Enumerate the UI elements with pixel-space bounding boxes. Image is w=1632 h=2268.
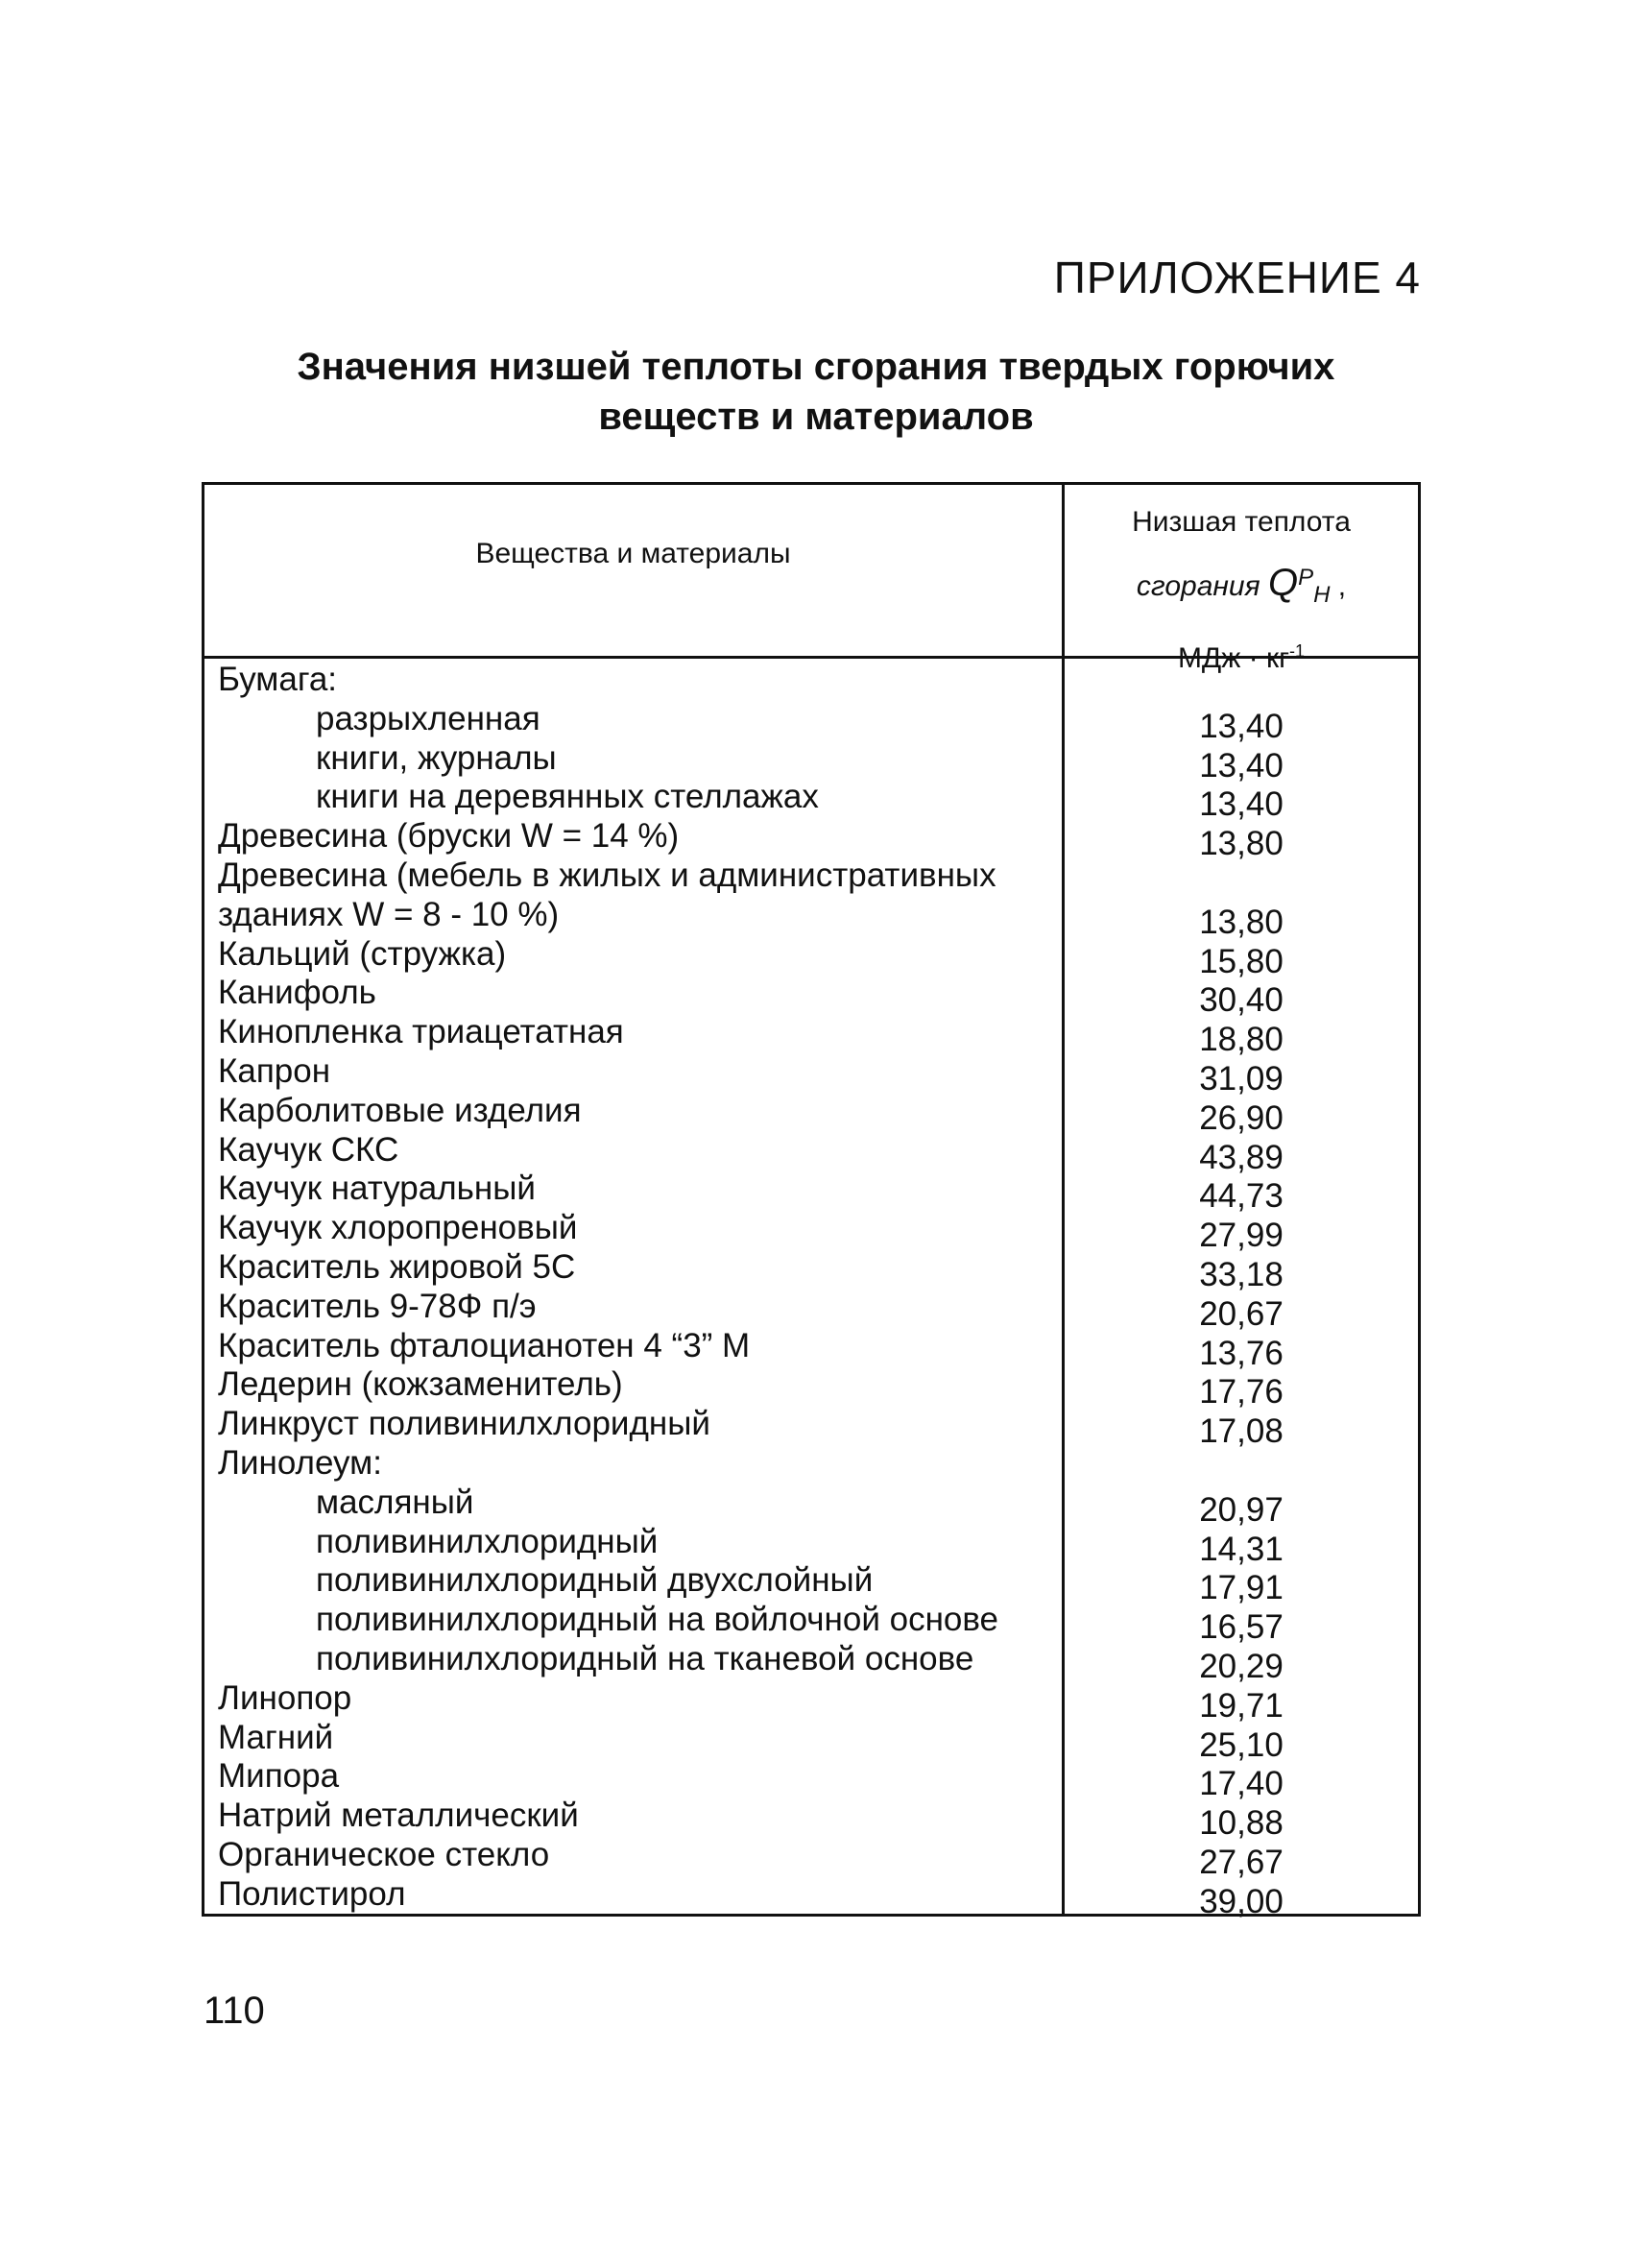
- material-name-line: Кинопленка триацетатная: [218, 1013, 624, 1051]
- heat-value: 17,91: [1199, 1569, 1284, 1607]
- material-name: [218, 857, 1053, 935]
- material-name-line: Древесина (бруски W = 14 %): [218, 817, 680, 856]
- material-name-line: Линолеум:: [218, 1443, 382, 1482]
- table-row: [204, 1678, 1418, 1725]
- table-row: [204, 1561, 1418, 1607]
- material-name-line: Линкруст поливинилхлоридный: [218, 1405, 710, 1443]
- table-row: [204, 1051, 1418, 1098]
- unit-exponent: -1: [1289, 641, 1306, 661]
- material-name: [218, 1405, 1053, 1444]
- material-name-line: книги, журналы: [316, 738, 557, 777]
- heat-value: 13,40: [1199, 707, 1284, 745]
- table-row: [204, 974, 1418, 1020]
- material-name: [218, 935, 1053, 975]
- material-name: [218, 1248, 1053, 1288]
- table-row: [204, 856, 1418, 941]
- table-row: [204, 738, 1418, 784]
- table-row: [204, 1444, 1418, 1484]
- heat-value: 30,40: [1199, 981, 1284, 1020]
- table-row: [204, 1170, 1418, 1216]
- material-name: [218, 1131, 1053, 1170]
- material-name: [316, 1561, 1151, 1601]
- material-name-line: Канифоль: [218, 974, 376, 1012]
- material-name-line: Органическое стекло: [218, 1835, 550, 1873]
- heat-value: 13,80: [1199, 903, 1284, 941]
- heat-value: 43,89: [1199, 1138, 1284, 1176]
- unit-text: МДж · кг: [1177, 642, 1290, 674]
- heat-value: 20,67: [1199, 1294, 1284, 1333]
- table-row: [204, 1797, 1418, 1843]
- material-name-line: поливинилхлоридный: [316, 1522, 659, 1560]
- material-name: [316, 700, 1151, 739]
- material-name-line: Линопор: [218, 1678, 352, 1717]
- heat-value: 15,80: [1199, 942, 1284, 980]
- material-name-line: Ледерин (кожзаменитель): [218, 1365, 623, 1404]
- material-name-line: Полистирол: [218, 1874, 406, 1913]
- heat-value: 17,76: [1199, 1373, 1284, 1411]
- heat-value: 27,99: [1199, 1217, 1284, 1255]
- heat-value: 25,10: [1199, 1725, 1284, 1764]
- heat-value: 17,08: [1199, 1412, 1284, 1451]
- heat-value: 33,18: [1199, 1255, 1284, 1293]
- header-comma: ,: [1337, 570, 1347, 602]
- material-name: [316, 778, 1151, 817]
- material-name: [218, 1797, 1053, 1836]
- table-row: [204, 778, 1418, 824]
- material-name: [218, 661, 1053, 700]
- material-name: [218, 1209, 1053, 1248]
- table-row: [204, 934, 1418, 980]
- table-row: [204, 1874, 1418, 1920]
- material-name: [218, 1836, 1053, 1875]
- material-name-line: Каучук СКС: [218, 1130, 399, 1169]
- table-row: [204, 661, 1418, 700]
- table-row: [204, 1483, 1418, 1529]
- q-sup: P: [1298, 565, 1314, 591]
- material-name-line-2: зданиях W = 8 - 10 %): [218, 895, 560, 933]
- material-name-line: поливинилхлоридный двухслойный: [316, 1561, 874, 1600]
- header-value: [1065, 495, 1418, 687]
- material-name: [316, 1601, 1151, 1640]
- heat-value: 20,97: [1199, 1490, 1284, 1529]
- material-name-line: Каучук натуральный: [218, 1170, 536, 1208]
- table-row: [204, 1247, 1418, 1293]
- material-name: [218, 1719, 1053, 1758]
- title-line-2: веществ и материалов: [598, 396, 1034, 438]
- table-body: [204, 661, 1418, 1920]
- material-name-line: Мипора: [218, 1757, 340, 1796]
- material-name-line: книги на деревянных стеллажах: [316, 778, 819, 816]
- material-name: [218, 1288, 1053, 1327]
- page-title: [192, 342, 1440, 442]
- heat-value: 17,40: [1199, 1765, 1284, 1803]
- material-name: [218, 1365, 1053, 1405]
- table-row: [204, 1639, 1418, 1685]
- header-value-line-1: Низшая теплота: [1132, 506, 1351, 538]
- material-name: [218, 1444, 1053, 1484]
- heat-value: 31,09: [1199, 1059, 1284, 1098]
- title-line-1: Значения низшей теплоты сгорания твердых горючих: [297, 346, 1335, 388]
- material-name: [316, 739, 1151, 779]
- table-row: [204, 1835, 1418, 1881]
- heat-value: 27,67: [1199, 1843, 1284, 1881]
- heat-value: 26,90: [1199, 1098, 1284, 1137]
- heat-value: 14,31: [1199, 1530, 1284, 1568]
- heat-of-combustion-table: [202, 482, 1421, 1920]
- heat-value: 18,80: [1199, 1021, 1284, 1059]
- material-name: [316, 1640, 1151, 1679]
- table-row: [204, 1757, 1418, 1803]
- material-name-line: Натрий металлический: [218, 1797, 579, 1835]
- material-name-line: поливинилхлоридный на войлочной основе: [316, 1601, 999, 1639]
- heat-value: 44,73: [1199, 1177, 1284, 1216]
- table-row: [204, 1130, 1418, 1176]
- material-name-line: Кальций (стружка): [218, 934, 507, 973]
- q-sub: H: [1313, 582, 1331, 608]
- table-row: [204, 1522, 1418, 1568]
- heat-value: 19,71: [1199, 1686, 1284, 1725]
- heat-value: 13,80: [1199, 825, 1284, 863]
- material-name: [316, 1484, 1151, 1523]
- table-row: [204, 1287, 1418, 1333]
- heat-value: 16,57: [1199, 1608, 1284, 1647]
- table-row: [204, 817, 1418, 863]
- table-row: [204, 1405, 1418, 1451]
- heat-value: 13,40: [1199, 746, 1284, 784]
- material-name: [218, 1327, 1053, 1366]
- material-name: [218, 974, 1053, 1013]
- material-name: [218, 1679, 1053, 1719]
- table-row: [204, 1718, 1418, 1764]
- material-name-line: Краситель фталоцианотен 4 “3” М: [218, 1326, 751, 1364]
- material-name-line: Каучук хлоропреновый: [218, 1209, 578, 1247]
- q-symbol: Q: [1267, 562, 1299, 604]
- appendix-label: ПРИЛОЖЕНИЕ 4: [1053, 253, 1421, 302]
- material-name: [218, 1170, 1053, 1209]
- material-name-line: разрыхленная: [316, 699, 540, 737]
- table-row: [204, 1013, 1418, 1059]
- material-name-line: Краситель 9-78Ф п/э: [218, 1287, 537, 1325]
- table-row: [204, 1209, 1418, 1255]
- material-name: [218, 1092, 1053, 1131]
- material-name-line: Краситель жировой 5С: [218, 1247, 576, 1286]
- material-name-line: поливинилхлоридный на тканевой основе: [316, 1639, 974, 1677]
- header-value-line-2: [1065, 550, 1418, 623]
- material-name: [218, 1757, 1053, 1797]
- table-row: [204, 699, 1418, 745]
- table-row: [204, 1601, 1418, 1647]
- page-number: 110: [204, 1990, 265, 2032]
- table-row: [204, 1091, 1418, 1137]
- header-value-word: сгорания: [1136, 570, 1260, 602]
- material-name: [218, 1013, 1053, 1052]
- material-name-line: Магний: [218, 1718, 334, 1756]
- heat-value: 13,76: [1199, 1334, 1284, 1372]
- material-name-line: масляный: [316, 1483, 474, 1521]
- material-name-line: Древесина (мебель в жилых и административных: [218, 856, 996, 894]
- table-row: [204, 1365, 1418, 1411]
- heat-value: 10,88: [1199, 1804, 1284, 1843]
- material-name-line: Бумага:: [218, 661, 338, 698]
- table-row: [204, 1326, 1418, 1372]
- material-name: [218, 1052, 1053, 1092]
- material-name: [316, 1523, 1151, 1562]
- material-name: [218, 817, 1053, 857]
- material-name-line: Капрон: [218, 1051, 331, 1090]
- material-name-line: Карболитовые изделия: [218, 1091, 582, 1129]
- heat-value: 20,29: [1199, 1647, 1284, 1685]
- header-material: Вещества и материалы: [475, 538, 791, 569]
- heat-value: 39,00: [1199, 1882, 1284, 1920]
- material-name: [218, 1875, 1053, 1915]
- heat-value: 13,40: [1199, 785, 1284, 824]
